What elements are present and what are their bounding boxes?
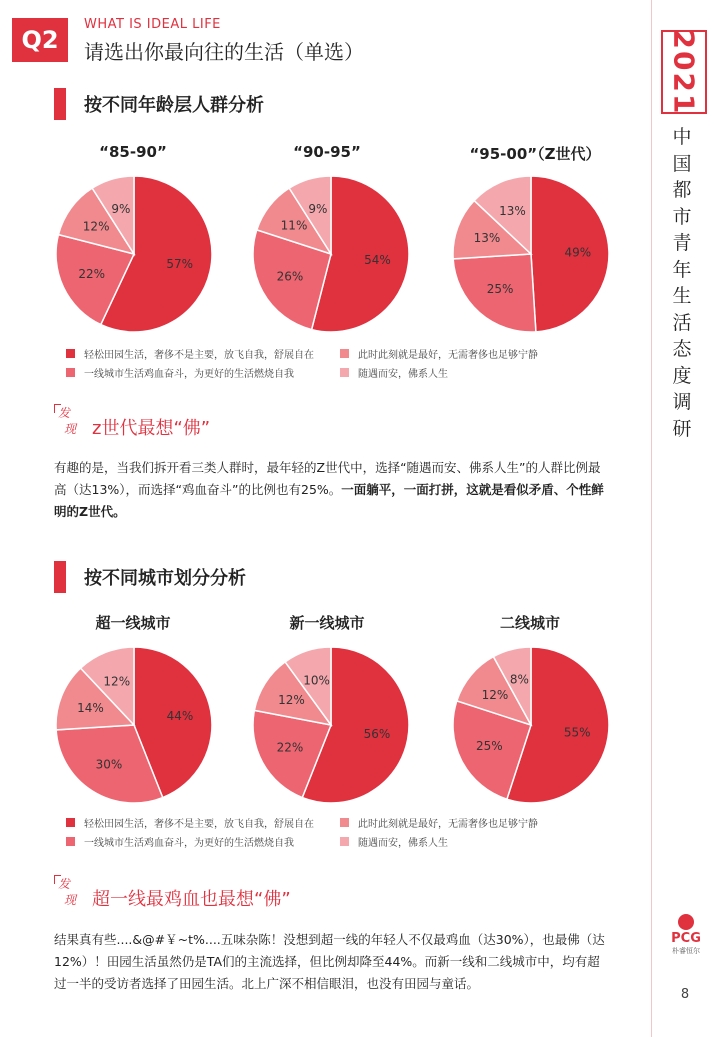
- legend-label: 轻松田园生活，奢侈不是主要，放飞自我，舒展自在: [84, 350, 314, 361]
- pie-slice-label: 57%: [166, 257, 194, 272]
- section-city-header: [54, 561, 246, 593]
- legend-city: [66, 815, 586, 855]
- pie-slice-label: 12%: [103, 674, 131, 689]
- legend-label: 随遇而安，佛系人生: [358, 369, 448, 380]
- legend-item: [66, 815, 314, 830]
- legend-swatch: [66, 349, 75, 358]
- pie-chart-85-90: [54, 174, 214, 334]
- year-box: [661, 30, 707, 114]
- finding-title-z-generation: z世代最想“佛”: [92, 418, 211, 439]
- sidebar-divider: [651, 0, 652, 1037]
- chart-title-85-90: “85-90”: [99, 143, 167, 161]
- pie-slice-label: 25%: [486, 282, 514, 297]
- pie-slice-label: 25%: [475, 739, 503, 754]
- legend-swatch: [340, 818, 349, 827]
- legend-item: [66, 365, 294, 380]
- section-marker: [54, 88, 66, 120]
- pie-slice-label: 12%: [278, 692, 305, 707]
- finding-paragraph-super-tier1: 结果真有些....&@#￥~t%....五味杂陈！没想到超一线的年轻人不仅最鸡血（达30%），也最佛（达12%）！田园生活虽然仍是TA们的主流选择，但比例却降至44%。而新一线和二线城市中，均有超过一半的受访者选择了田园生活。北上广深不相信眼泪，也没有田园与童话。: [54, 932, 605, 991]
- pie-slice-label: 13%: [499, 204, 526, 219]
- legend-item: [66, 346, 314, 361]
- legend-swatch: [66, 837, 75, 846]
- legend-swatch: [340, 368, 349, 377]
- pie-slice-label: 12%: [481, 688, 509, 703]
- chart-title-90-95: “90-95”: [293, 143, 361, 161]
- pie-slice-label: 14%: [77, 700, 104, 715]
- pie-slice-label: 44%: [166, 709, 194, 724]
- finding-paragraph-z-generation: [54, 457, 606, 523]
- chart-title-tier2: 二线城市: [499, 614, 560, 632]
- finding-mark-char: 发: [58, 406, 71, 420]
- section-city-title: 按不同城市划分分析: [84, 568, 246, 589]
- legend-label: 一线城市生活鸡血奋斗，为更好的生活燃烧自我: [84, 369, 294, 380]
- legend-swatch: [340, 837, 349, 846]
- pie-chart-super-tier1: [54, 645, 214, 805]
- pie-chart-new-tier1: [251, 645, 411, 805]
- legend-swatch: [340, 349, 349, 358]
- finding-title-super-tier1: 超一线最鸡血也最想“佛”: [92, 889, 291, 910]
- finding-text: 有趣的是，当我们拆开看三类人群时，最年轻的Z世代中，选择“随遇而安、佛系人生”的人群比例最高（达13%），而选择“鸡血奋斗”的比例也有25%。: [54, 460, 601, 497]
- pie-slice-label: 13%: [473, 231, 501, 246]
- logo-name: PCG: [671, 931, 701, 946]
- question-badge: Q2: [12, 18, 68, 62]
- pie-slice-label: 54%: [364, 252, 391, 267]
- chart-title-95-00: “95-00”（Z世代）: [469, 145, 601, 163]
- pcg-logo: [668, 914, 704, 956]
- finding-mark-char: 现: [64, 893, 77, 907]
- pie-slice-label: 22%: [78, 266, 105, 281]
- year-label: 2021: [667, 29, 701, 115]
- legend-label: 一线城市生活鸡血奋斗，为更好的生活燃烧自我: [84, 838, 294, 849]
- finding-mark-char: 现: [64, 422, 77, 436]
- finding-mark-char: 发: [58, 877, 71, 891]
- question-title: 请选出你最向往的生活（单选）: [84, 40, 364, 64]
- pie-slice-label: 22%: [276, 740, 304, 755]
- legend-label: 随遇而安，佛系人生: [358, 838, 448, 849]
- question-subtitle: WHAT IS IDEAL LIFE: [84, 17, 221, 32]
- legend-swatch: [66, 368, 75, 377]
- pie-slice-label: 10%: [303, 673, 330, 688]
- legend-item: [340, 815, 538, 830]
- legend-swatch: [66, 818, 75, 827]
- pie-slice-label: 11%: [280, 218, 308, 233]
- pie-slice-label: 49%: [564, 245, 592, 260]
- finding-mark: [54, 875, 84, 915]
- report-title: 中国都市青年生活态度调研: [672, 126, 692, 440]
- pie-slice-label: 56%: [363, 726, 391, 741]
- pie-slice-label: 9%: [111, 202, 131, 217]
- section-age-header: [54, 88, 264, 120]
- chart-title-new-tier1: 新一线城市: [289, 614, 365, 632]
- legend-item: [340, 365, 448, 380]
- chart-title-super-tier1: 超一线城市: [95, 614, 171, 632]
- legend-age: [66, 346, 586, 386]
- page-number: 8: [680, 987, 690, 1002]
- pie-chart-90-95: [251, 174, 411, 334]
- legend-label: 此时此刻就是最好，无需奢侈也足够宁静: [358, 350, 538, 361]
- section-marker: [54, 561, 66, 593]
- legend-item: [340, 346, 538, 361]
- finding-mark: [54, 404, 84, 444]
- legend-item: [66, 834, 294, 849]
- pie-slice-label: 12%: [82, 219, 110, 234]
- section-age-title: 按不同年龄层人群分析: [84, 95, 264, 116]
- pie-slice-label: 26%: [276, 269, 304, 284]
- pie-chart-tier2: [451, 645, 611, 805]
- finding-text-bold: 一面躺平，一面打拼，这就是看似矛盾、个性鲜明的Z世代。: [54, 482, 604, 519]
- pie-slice-label: 9%: [308, 202, 328, 217]
- legend-label: 轻松田园生活，奢侈不是主要，放飞自我，舒展自在: [84, 819, 314, 830]
- pie-slice-label: 8%: [509, 672, 529, 687]
- pie-slice-label: 55%: [563, 725, 591, 740]
- logo-mark: [678, 914, 694, 930]
- pie-slice-label: 30%: [95, 757, 123, 772]
- legend-label: 此时此刻就是最好，无需奢侈也足够宁静: [358, 819, 538, 830]
- pie-chart-95-00: [451, 174, 611, 334]
- logo-sub: 朴睿恒尔: [672, 947, 700, 955]
- legend-item: [340, 834, 448, 849]
